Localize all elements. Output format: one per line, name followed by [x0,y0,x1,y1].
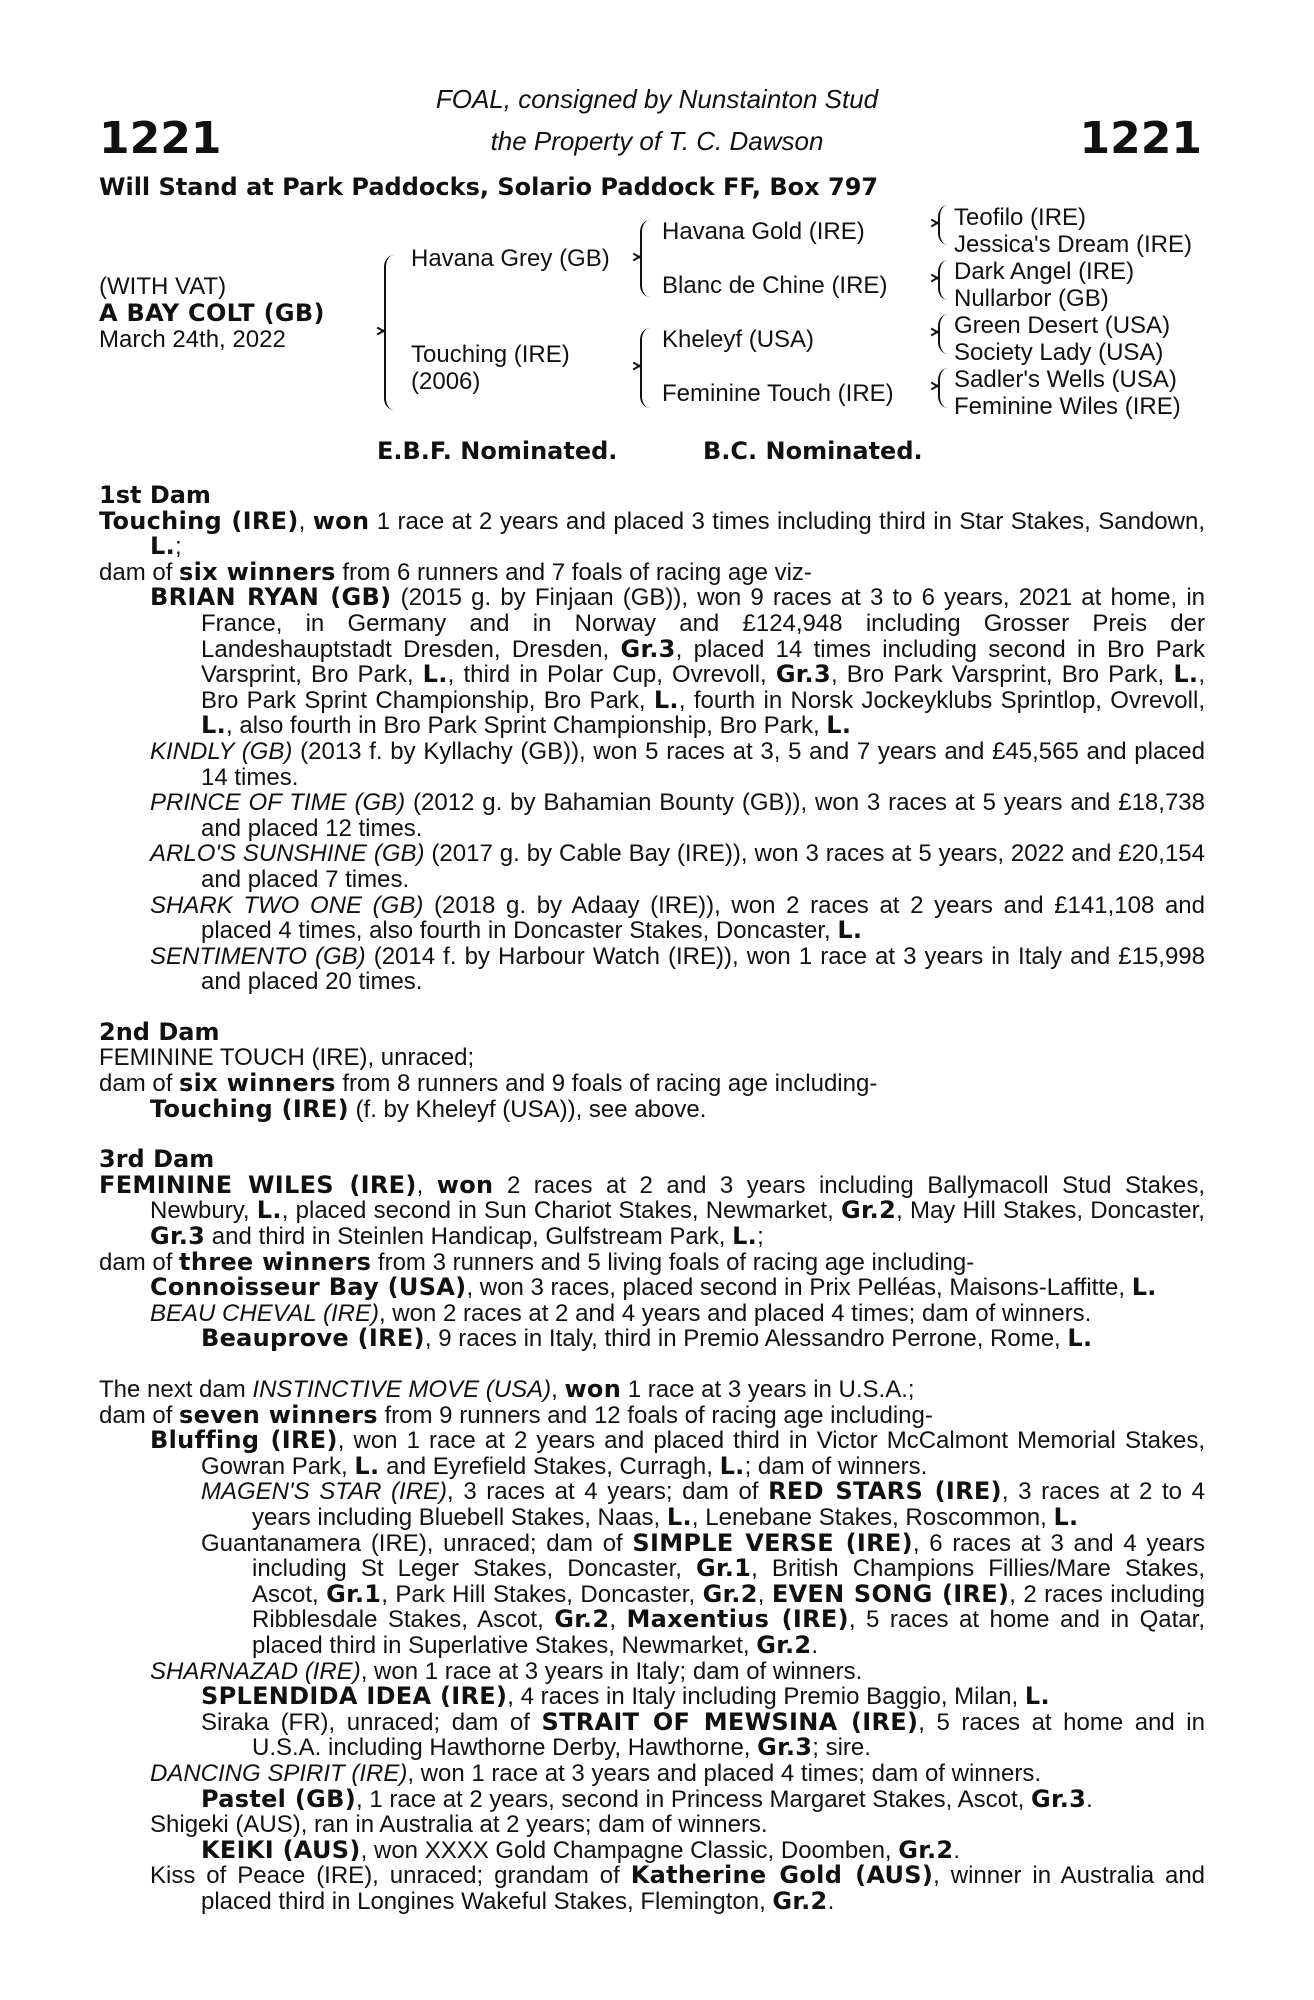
pedigree-brace-dam [640,328,650,408]
produce-beau-cheval: BEAU CHEVAL (IRE), won 2 races at 2 and 4 years and placed 4 times; dam of winners. [150,1299,1092,1327]
consignor-line: FOAL, consigned by Nunstainton Stud [435,84,879,114]
produce-connoisseur-bay: Connoisseur Bay (USA), won 3 races, placed second in Prix Pelléas, Maisons-Laffitte, L. [150,1273,1157,1302]
lot-number-right: 1221 [1079,113,1202,164]
produce-beauprove: Beauprove (IRE), 9 races in Italy, third in Premio Alessandro Perrone, Rome, L. [201,1324,1093,1353]
dam-name: Touching (IRE) [411,341,570,368]
produce-sentimento: SENTIMENTO (GB) (2014 f. by Harbour Watch (IRE)), won 1 race at 3 years in Italy and £15,998 and placed 20 times. [150,942,1205,996]
vat-note: (WITH VAT) [99,273,227,300]
produce-keiki: KEIKI (AUS), won XXXX Gold Champagne Classic, Doomben, Gr.2. [201,1835,961,1864]
grand-5: Green Desert (USA) [954,312,1171,339]
foaling-date: March 24th, 2022 [99,326,286,353]
property-line: the Property of T. C. Dawson [490,126,824,156]
sire-dam: Blanc de Chine (IRE) [662,272,888,299]
third-dam-heading: 3rd Dam [99,1145,215,1174]
grand-2: Jessica's Dream (IRE) [954,231,1192,258]
stand-location: Will Stand at Park Paddocks, Solario Paddock FF, Box 797 [99,173,879,201]
grand-1: Teofilo (IRE) [954,204,1087,231]
produce-sharnazad: SHARNAZAD (IRE), won 1 race at 3 years in Italy; dam of winners. [150,1657,863,1685]
dam-dam: Feminine Touch (IRE) [662,380,894,407]
produce-bluffing: Bluffing (IRE), won 1 race at 2 years and placed third in Victor McCalmont Memorial Stakes, Gowran Park, L. and Eyrefield Stakes, Curragh, L.; dam of winners. [150,1426,1206,1480]
pedigree-brace-g2 [938,260,948,300]
dam-year: (2006) [411,368,481,395]
pedigree-brace-g4 [938,368,948,408]
produce-kiss-of-peace: Kiss of Peace (IRE), unraced; grandam of Katherine Gold (AUS), winner in Australia and placed third in Longines Wakeful Stakes, Flemington, Gr.2. [150,1861,1206,1915]
third-dam-summary: dam of three winners from 3 runners and 5 living foals of racing age including- [99,1247,975,1276]
first-dam-heading: 1st Dam [99,481,211,509]
produce-dancing-spirit: DANCING SPIRIT (IRE), won 1 race at 3 years and placed 4 times; dam of winners. [150,1759,1041,1787]
produce-shark-two-one: SHARK TWO ONE (GB) (2018 g. by Adaay (IRE)), won 2 races at 2 years and £141,108 and placed 4 times, also fourth in Doncaster Stakes, Doncaster, L. [150,891,1206,945]
produce-kindly: KINDLY (GB) (2013 f. by Kyllachy (GB)), won 5 races at 3, 5 and 7 years and £45,565 and placed 14 times. [150,737,1206,791]
third-dam-entry: FEMININE WILES (IRE), won 2 races at 2 and 3 years including Ballymacoll Stud Stakes, Newbury, L., placed second in Sun Chariot Stakes, Newmarket, Gr.2, May Hill Stakes, Doncaster, Gr.3 and third in Steinlen Handicap, Gulfstream Park, L.; [99,1170,1206,1251]
pedigree-brace-sire [640,220,650,297]
produce-brian-ryan: BRIAN RYAN (GB) (2015 g. by Finjaan (GB)), won 9 races at 3 to 6 years, 2021 at home, in France, in Germany and in Norway and £124,948 including Grosser Preis der Landeshauptstadt Dresden, Dresden, Gr.3, placed 14 times including second in Bro Park Varsprint, Bro Park, L., third in Polar Cup, Ovrevoll, Gr.3, Bro Park Varsprint, Bro Park, L., Bro Park Sprint Championship, Bro Park, L., fourth in Norsk Jockeyklubs Sprintlop, Ovrevoll, L., also fourth in Bro Park Sprint Championship, Bro Park, L. [150,583,1205,740]
pedigree-brace-main [384,255,394,410]
horse-name: A BAY COLT (GB) [99,299,325,327]
produce-siraka: Siraka (FR), unraced; dam of STRAIT OF MEWSINA (IRE), 5 races at home and in U.S.A. including Hawthorne Derby, Hawthorne, Gr.3; sire. [201,1707,1205,1762]
second-dam-produce-touching: Touching (IRE) (f. by Kheleyf (USA)), see above. [150,1094,707,1123]
ebf-nomination: E.B.F. Nominated. [377,437,618,465]
grand-3: Dark Angel (IRE) [954,258,1135,285]
second-dam-entry: FEMININE TOUCH (IRE), unraced; [99,1044,475,1072]
next-dam-summary: dam of seven winners from 9 runners and 12 foals of racing age including- [99,1400,933,1429]
dam-sire: Kheleyf (USA) [662,326,815,353]
produce-prince-of-time: PRINCE OF TIME (GB) (2012 g. by Bahamian Bounty (GB)), won 3 races at 5 years and £18,738 and placed 12 times. [150,789,1205,842]
grand-4: Nullarbor (GB) [954,285,1109,312]
produce-pastel: Pastel (GB), 1 race at 2 years, second in Princess Margaret Stakes, Ascot, Gr.3. [201,1784,1093,1813]
grand-6: Society Lady (USA) [954,339,1164,366]
sire-name: Havana Grey (GB) [411,245,610,272]
first-dam-summary: dam of six winners from 6 runners and 7 foals of racing age viz- [99,557,812,586]
first-dam-entry: Touching (IRE), won 1 race at 2 years and placed 3 times including third in Star Stakes, Sandown, L.; [99,506,1205,561]
bc-nomination: B.C. Nominated. [703,437,923,465]
produce-magens-star: MAGEN'S STAR (IRE), 3 races at 4 years; dam of RED STARS (IRE), 3 races at 2 to 4 years including Bluebell Stakes, Naas, L., Lenebane Stakes, Roscommon, L. [201,1477,1205,1531]
produce-splendida-idea: SPLENDIDA IDEA (IRE), 4 races in Italy including Premio Baggio, Milan, L. [201,1682,1050,1711]
grand-7: Sadler's Wells (USA) [954,366,1177,393]
produce-shigeki: Shigeki (AUS), ran in Australia at 2 years; dam of winners. [150,1811,768,1839]
pedigree-brace-g3 [938,314,948,354]
produce-arlos-sunshine: ARLO'S SUNSHINE (GB) (2017 g. by Cable Bay (IRE)), won 3 races at 5 years, 2022 and £20,154 and placed 7 times. [150,840,1205,893]
grand-8: Feminine Wiles (IRE) [954,393,1181,420]
lot-number-left: 1221 [99,113,222,164]
pedigree-brace-g1 [938,205,948,245]
sire-sire: Havana Gold (IRE) [662,218,865,245]
produce-record [99,483,1205,1914]
next-dam-entry: The next dam INSTINCTIVE MOVE (USA), won 1 race at 3 years in U.S.A.; [99,1375,915,1403]
second-dam-heading: 2nd Dam [99,1017,220,1046]
second-dam-summary: dam of six winners from 8 runners and 9 foals of racing age including- [99,1069,878,1098]
produce-guantanamera: Guantanamera (IRE), unraced; dam of SIMPLE VERSE (IRE), 6 races at 3 and 4 years including St Leger Stakes, Doncaster, Gr.1, British Champions Fillies/Mare Stakes, Ascot, Gr.1, Park Hill Stakes, Doncaster, Gr.2, EVEN SONG (IRE), 2 races including Ribblesdale Stakes, Ascot, Gr.2, Maxentius (IRE), 5 races at home and in Qatar, placed third in Superlative Stakes, Newmarket, Gr.2. [201,1528,1206,1659]
